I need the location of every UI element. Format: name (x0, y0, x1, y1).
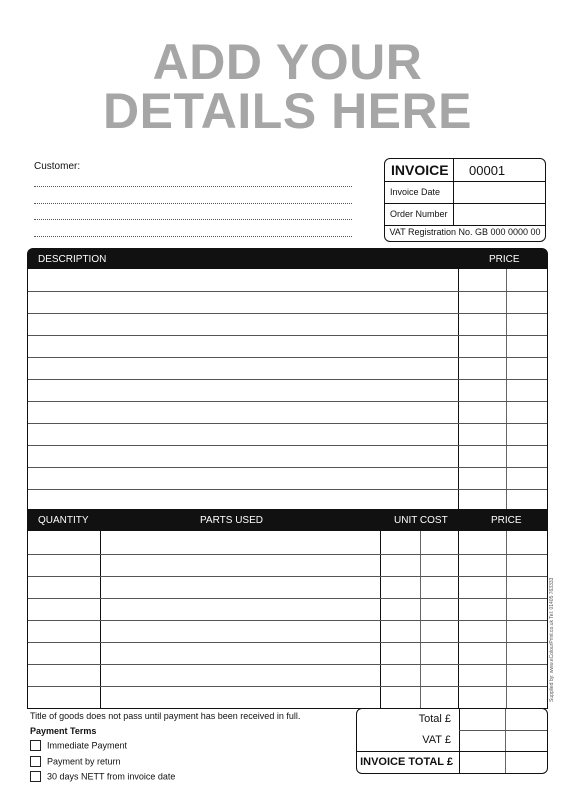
order-number-row[interactable] (385, 203, 545, 226)
supplier-note: Supplied by: www.eColourPrint.co.uk Tel: 01405 763333 (549, 577, 555, 702)
payment-option-immediate[interactable] (30, 740, 127, 751)
total-label: Total £ (418, 713, 451, 725)
invoice-number: 00001 (469, 163, 506, 178)
invoice-box (384, 158, 546, 242)
invoice-date-label: Invoice Date (390, 187, 441, 197)
invoice-date-row[interactable] (385, 181, 545, 204)
totals-row-line (357, 751, 547, 752)
table-row-line (28, 489, 547, 490)
table-row-line (28, 686, 547, 687)
description-header: DESCRIPTION (38, 254, 107, 265)
customer-line[interactable] (34, 203, 352, 204)
table-row-line (28, 401, 547, 402)
terms-note: Title of goods does not pass until payment has been received in full. (30, 711, 301, 721)
customer-label: Customer: (34, 161, 81, 172)
invoice-divider (453, 181, 454, 203)
customer-line[interactable] (34, 236, 352, 237)
order-number-label: Order Number (390, 209, 448, 219)
parts-table-header (28, 510, 547, 531)
checkbox[interactable] (30, 771, 41, 782)
description-table (27, 248, 548, 510)
parts-table (27, 510, 548, 709)
invoice-title: INVOICE (391, 162, 449, 178)
headline-line-1: ADD YOUR (152, 34, 423, 90)
customer-line[interactable] (34, 219, 352, 220)
table-row-line (28, 664, 547, 665)
invoice-divider (453, 203, 454, 225)
totals-pence-divider (505, 709, 506, 773)
table-row-line (28, 445, 547, 446)
table-row-line (28, 620, 547, 621)
table-row-line (28, 554, 547, 555)
price-header: PRICE (491, 515, 522, 526)
parts-header: PARTS USED (200, 515, 263, 526)
pence-column-divider (506, 269, 507, 509)
payment-option-30-days[interactable] (30, 771, 175, 782)
invoice-divider (453, 159, 454, 181)
price-column-divider (458, 269, 459, 509)
customer-line[interactable] (34, 186, 352, 187)
totals-box (356, 708, 548, 774)
price-header: PRICE (489, 254, 520, 265)
invoice-total-label: INVOICE TOTAL £ (360, 756, 453, 768)
totals-row-line (459, 730, 547, 731)
headline-line-2: DETAILS HERE (103, 83, 472, 139)
vat-registration: VAT Registration No. GB 000 0000 00 (389, 227, 541, 237)
table-row-line (28, 291, 547, 292)
unit-cost-header: UNIT COST (394, 515, 448, 526)
invoice-title-row (385, 159, 545, 182)
table-row-line (28, 598, 547, 599)
table-row-line (28, 423, 547, 424)
description-table-header (28, 249, 547, 269)
table-row-line (28, 313, 547, 314)
table-row-line (28, 379, 547, 380)
payment-option-label: Immediate Payment (47, 740, 128, 751)
payment-option-label: Payment by return (47, 756, 121, 767)
totals-divider (459, 709, 460, 773)
payment-option-label: 30 days NETT from invoice date (47, 771, 176, 782)
checkbox[interactable] (30, 756, 41, 767)
table-row-line (28, 357, 547, 358)
table-row-line (28, 576, 547, 577)
payment-terms-title: Payment Terms (30, 726, 97, 736)
payment-option-return[interactable] (30, 756, 121, 767)
table-row-line (28, 467, 547, 468)
quantity-header: QUANTITY (38, 515, 89, 526)
table-row-line (28, 642, 547, 643)
table-row-line (28, 335, 547, 336)
checkbox[interactable] (30, 740, 41, 751)
vat-label: VAT £ (422, 734, 451, 746)
